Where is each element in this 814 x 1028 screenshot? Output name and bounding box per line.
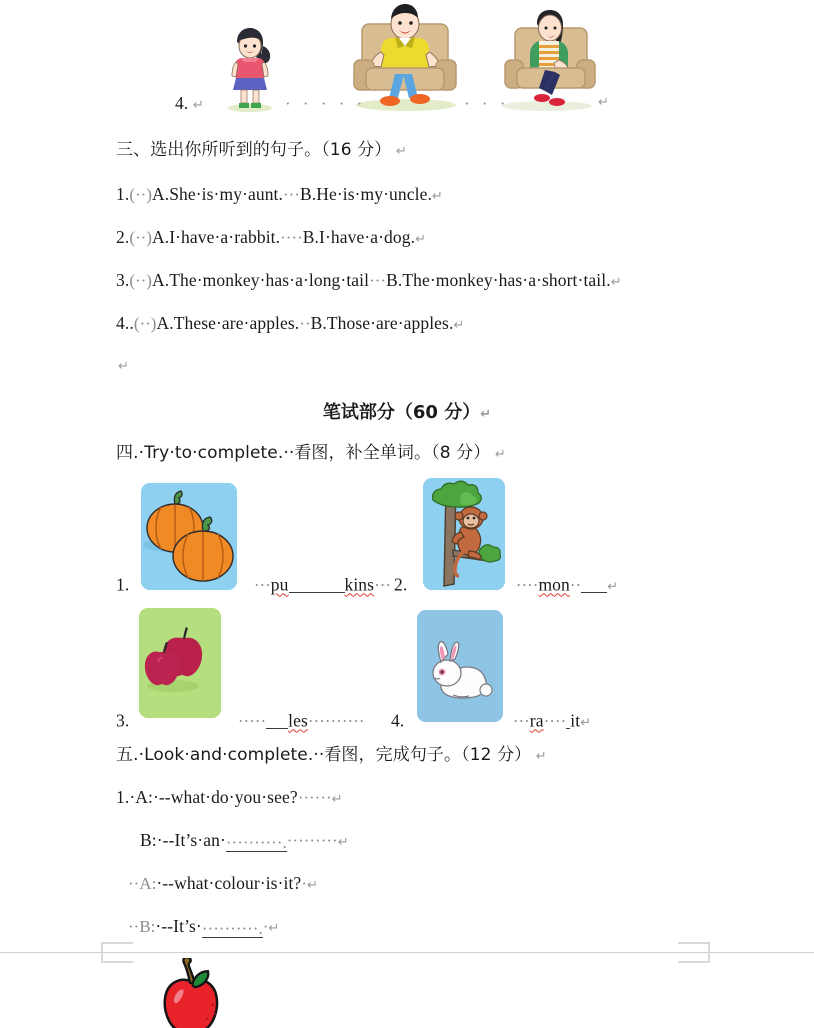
speaker-label: B:	[140, 830, 157, 850]
dialogue-text: ·--what·colour·is·it?	[156, 873, 302, 893]
option-a-label: A.	[151, 227, 170, 247]
word-prefix: ra	[529, 710, 544, 731]
answer-blank[interactable]: ··········.	[225, 833, 287, 852]
answer-blank[interactable]	[581, 574, 607, 593]
answer-bracket: (··)	[129, 185, 152, 204]
pilcrow-mark: ↵	[192, 98, 204, 113]
pilcrow-mark: ↵	[607, 579, 619, 595]
empty-paragraph-mark: ↵	[118, 359, 129, 374]
option-b-label: B.	[310, 313, 327, 333]
section-five-heading-text: 五.·Look·and·complete.··看图，完成句子。（12 分）	[116, 745, 532, 765]
right-margin-marker	[678, 942, 718, 968]
pilcrow-mark: ↵	[415, 232, 427, 247]
option-a-text: These·are·apples.	[173, 313, 300, 333]
dialogue-line-1-answer[interactable]	[140, 832, 349, 852]
pilcrow-mark: ↵	[480, 407, 492, 422]
dialogue-text: ·--It’s·an·	[156, 830, 226, 850]
option-a-label: A.	[151, 270, 170, 290]
listening-item-4-label	[175, 95, 204, 113]
lead-dots: ····	[515, 575, 539, 595]
option-b-text: The·monkey·has·a·short·tail.	[402, 270, 611, 290]
word-suffix: it	[570, 710, 581, 731]
gap-dots: ··	[299, 314, 311, 333]
apples-picture	[139, 608, 221, 718]
option-b-text: He·is·my·uncle.	[316, 184, 432, 204]
item-number: 4.	[175, 93, 189, 113]
lead-dots: ·····	[237, 711, 267, 731]
option-a-label: A.	[151, 184, 170, 204]
dialogue-text: ·--It’s·	[155, 916, 202, 936]
rabbit-picture	[417, 610, 503, 722]
section-four-heading	[116, 444, 506, 462]
option-b-text: Those·are·apples.	[326, 313, 454, 333]
trail-dots: ···	[374, 575, 392, 595]
trail-dots: ··	[569, 575, 582, 595]
option-b-label: B.	[302, 227, 320, 247]
option-a-text: She·is·my·aunt.	[169, 184, 283, 204]
pilcrow-mark: ↵	[337, 835, 349, 850]
listening-choice-item-1[interactable]	[116, 186, 443, 204]
pilcrow-mark: ↵	[268, 921, 280, 936]
option-b-label: B.	[299, 184, 317, 204]
lead-dots: ···	[253, 575, 271, 595]
option-a-text: The·monkey·has·a·long·tail	[169, 270, 370, 290]
word-suffix: kins	[344, 574, 375, 595]
listening-choice-item-4[interactable]	[116, 315, 464, 333]
word-fill-item-4[interactable]	[391, 710, 591, 730]
listening-choice-item-2[interactable]	[116, 229, 426, 247]
red-apple-illustration	[123, 958, 258, 1028]
listening-item-4-end-pilcrow: ↵	[598, 95, 609, 110]
gap-dots: ···	[369, 271, 387, 290]
trail-dots: ······	[297, 788, 332, 807]
pilcrow-mark: ↵	[431, 189, 443, 204]
trail-dots: ·	[301, 874, 307, 893]
lead-dots: ···	[512, 711, 530, 731]
item-number: 3.	[116, 710, 130, 731]
trail-dots: ·	[262, 917, 269, 936]
trail-dots: ··········	[307, 711, 365, 731]
answer-blank[interactable]	[266, 710, 288, 729]
pilcrow-mark: ↵	[610, 275, 622, 290]
listening-item-4-dots-gap-2: · · ·	[464, 94, 510, 113]
word-fill-item-1[interactable]	[116, 574, 391, 594]
section-five-heading	[116, 746, 547, 764]
item-number: 4..	[116, 313, 134, 333]
item-number: 4.	[391, 710, 405, 731]
section-four-heading-text: 四.·Try·to·complete.··看图，补全单词。（8 分）	[116, 443, 491, 463]
word-fill-item-3[interactable]	[116, 710, 365, 730]
pilcrow-mark: ↵	[535, 749, 547, 764]
dialogue-line-2-question[interactable]	[128, 875, 318, 893]
item-number: 2.	[394, 574, 408, 595]
section-three-heading	[116, 141, 407, 159]
listening-item-4-dots-gap-1: · · · · ·	[285, 94, 367, 113]
option-b-label: B.	[386, 270, 403, 290]
item-number: 1.	[116, 184, 130, 204]
leading-dots: ··A:	[128, 874, 157, 893]
answer-bracket: (··)	[129, 228, 152, 247]
dialogue-line-2-answer[interactable]	[128, 918, 279, 938]
answer-bracket: (··)	[129, 271, 152, 290]
pilcrow-mark: ↵	[306, 878, 318, 893]
word-prefix: mon	[538, 574, 570, 595]
item-number: 3.	[116, 270, 130, 290]
dialogue-line-1-question[interactable]	[116, 789, 343, 807]
answer-bracket: (··)	[133, 314, 157, 333]
item-number: 2.	[116, 227, 130, 247]
trail-dots: ·········	[286, 831, 338, 850]
leading-dots: ··B:	[128, 917, 156, 936]
pilcrow-mark: ↵	[331, 792, 343, 807]
dialogue-text: ·--what·do·you·see?	[152, 787, 298, 807]
answer-blank[interactable]	[289, 574, 345, 593]
option-b-text: I·have·a·dog.	[319, 227, 416, 247]
option-a-text: I·have·a·rabbit.	[169, 227, 281, 247]
word-prefix: pu	[270, 574, 289, 595]
mid-dots: ····	[543, 711, 567, 731]
pilcrow-mark: ↵	[494, 447, 506, 462]
pilcrow-mark: ↵	[453, 318, 465, 333]
word-fill-item-2[interactable]	[394, 574, 618, 594]
item-number: 1.	[116, 574, 130, 595]
gap-dots: ···	[282, 185, 300, 204]
pilcrow-mark: ↵	[395, 144, 407, 159]
pilcrow-mark: ↵	[580, 715, 592, 731]
word-suffix: les	[288, 710, 308, 731]
gap-dots: ····	[280, 228, 303, 247]
section-three-heading-text: 三、选出你所听到的句子。（16 分）	[116, 140, 392, 160]
speaker-label: 1.·A:	[116, 787, 153, 807]
option-a-label: A.	[156, 313, 174, 333]
answer-blank[interactable]: ··········.	[201, 919, 263, 938]
standing-girl-illustration	[215, 20, 285, 112]
written-part-title-text: 笔试部分（60 分）	[322, 402, 481, 423]
written-part-title	[0, 398, 814, 424]
listening-choice-item-3[interactable]	[116, 272, 622, 290]
